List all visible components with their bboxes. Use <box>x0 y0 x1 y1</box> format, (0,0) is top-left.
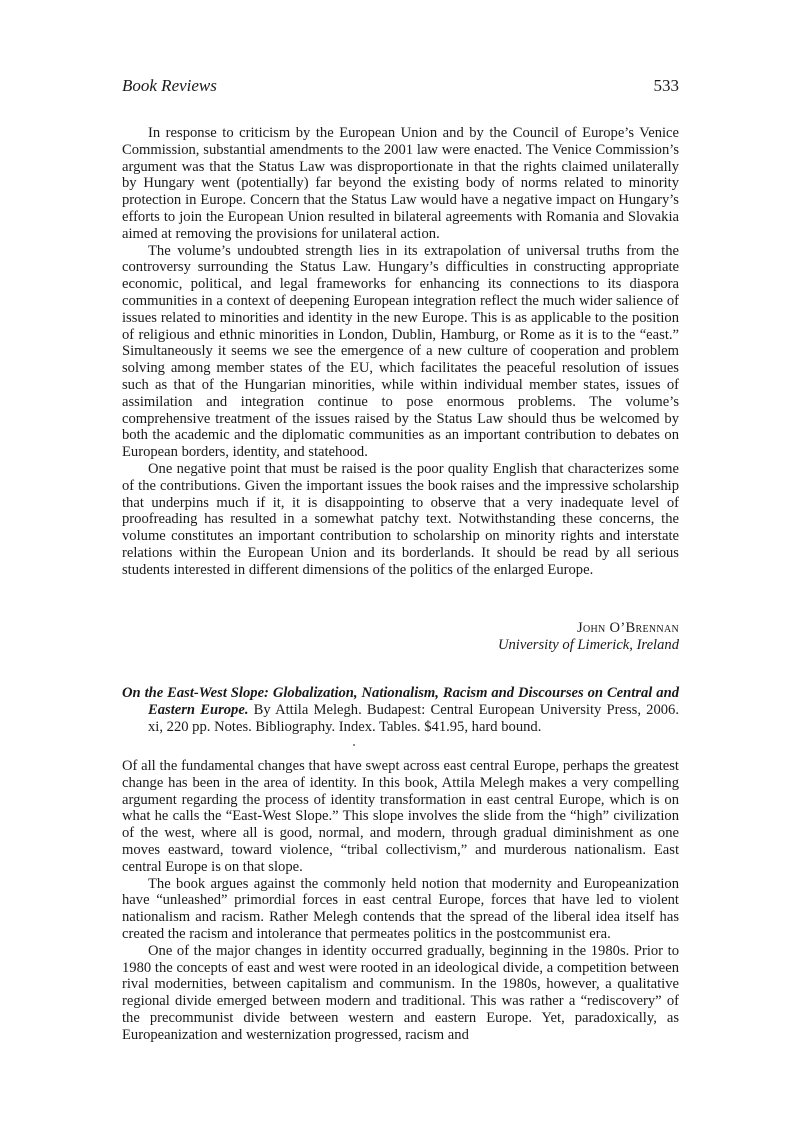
paragraph: In response to criticism by the European Union and by the Council of Europe’s Venice Commission, substantial amendments to the 2001 law were enacted. The Venice Commission’s argument was that the Status Law was disproportionate in that the rights claimed unilaterally by Hungary went (potentially) far beyond the existing body of norms related to minority protection in Europe. Concern that the Status Law would have a negative impact on Hungary’s efforts to join the European Union resulted in bilateral agreements with Romania and Slovakia aimed at removing the provisions for unilateral action. <box>122 125 679 242</box>
reviewer-signature <box>498 620 679 654</box>
paragraph: The volume’s undoubted strength lies in its extrapolation of universal truths from the controversy surrounding the Status Law. Hungary’s difficulties in constructing appropriate economic, political, and legal frameworks for enhancing its connections to its diaspora communities in a context of deepening European integration reflect the much wider salience of issues related to minorities and identity in the new Europe. This is as applicable to the position of religious and ethnic minorities in London, Dublin, Hamburg, or Rome as it is to the “east.” Simultaneously it seems we see the emergence of a new culture of cooperation and problem solving among member states of the EU, which facilitates the peaceful resolution of issues such as that of the Hungarian minorities, while within individual member states, issues of assimilation and integration continue to pose enormous problems. The volume’s comprehensive treatment of the issues raised by the Status Law should thus be welcomed by both the academic and the diplomatic communities as an important contribution to debates on European borders, identity, and statehood. <box>122 242 679 461</box>
page-number: 533 <box>653 76 679 95</box>
reviewer-affiliation: University of Limerick, Ireland <box>497 637 679 653</box>
book-citation <box>122 685 679 737</box>
paragraph: One negative point that must be raised is the poor quality English that characterizes some of the contributions. Given the important issues the book raises and the impressive scholarship that underpins much if it, it is disappointing to observe that a very inadequate level of proofreading has resulted in a somewhat patchy text. Notwithstanding these concerns, the volume constitutes an important contribution to scholarship on minority rights and interstate relations within the European Union and its borderlands. It should be read by all serious students interested in different dimensions of the politics of the enlarged Europe. <box>122 460 679 578</box>
running-head <box>122 76 679 100</box>
book-title: On the East-West Slope: Globalization, Nationalism, Racism and Discourses on Central and Eastern Europe. <box>122 685 679 719</box>
paragraph: The book argues against the commonly held notion that modernity and Europeanization have “unleashed” primordial forces in east central Europe, forces that have led to violent nationalism and racism. Rather Melegh contends that the spread of the liberal idea itself has created the racism and intolerance that permeates politics in the postcommunist era. <box>122 875 679 942</box>
paragraph: One of the major changes in identity occurred gradually, beginning in the 1980s. Prior to 1980 the concepts of east and west were rooted in an ideological divide, a competition between rival modernities, between capitalism and communism. In the 1980s, however, a qualitative regional divide emerged between modern and traditional. This was rather a “rediscovery” of the precommunist divide between western and eastern Europe. Yet, paradoxically, as Europeanization and westernization progressed, racism and <box>122 942 679 1043</box>
scan-artifact-dot <box>353 744 355 746</box>
paragraph: Of all the fundamental changes that have swept across east central Europe, perhaps the greatest change has been in the area of identity. In this book, Attila Melegh makes a very compelling argument regarding the process of identity transformation in east central Europe, which is on what he calls the “East-West Slope.” This slope involves the slide from the “high” civilization of the west, where all is good, normal, and modern, through gradual diminishment as one moves eastward, toward violence, “tribal collectivism,” and murderous nationalism. East central Europe is on that slope. <box>122 758 679 875</box>
reviewer-name: John O’Brennan <box>577 620 679 636</box>
review-2-body <box>122 758 679 1044</box>
running-title: Book Reviews <box>122 76 217 95</box>
book-details: By Attila Melegh. Budapest: Central European University Press, 2006. xi, 220 pp. Notes. Bibliography. Index. Tables. $41.95, hard bound. <box>148 702 680 736</box>
review-1-body <box>122 125 679 579</box>
